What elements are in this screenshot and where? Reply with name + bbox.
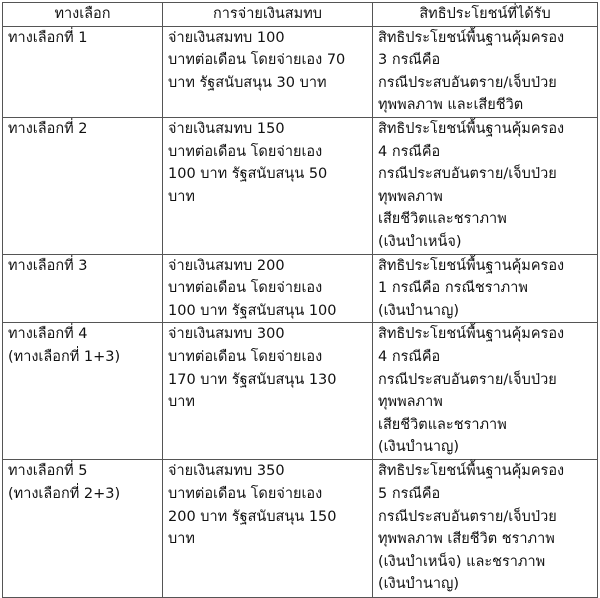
payment-cell [163, 323, 373, 460]
benefits-line: 5 กรณีคือ [378, 485, 441, 502]
option-cell [3, 323, 163, 460]
benefits-line: (เงินบำนาญ) [378, 439, 460, 456]
benefits-line: ทุพพลภาพ [378, 188, 443, 205]
option-line: ทางเลือกที่ 4 [8, 326, 88, 343]
payment-line: จ่ายเงินสมทบ 150 [168, 120, 285, 137]
header-row [3, 3, 598, 27]
option-line: ทางเลือกที่ 3 [8, 257, 88, 274]
benefits-line: กรณีประสบอันตราย/เจ็บป่วย [378, 74, 557, 91]
payment-line: 170 บาท รัฐสนับสนุน 130 [168, 371, 337, 388]
payment-line: บาทต่อเดือน โดยจ่ายเอง [168, 143, 323, 160]
benefits-line: กรณีประสบอันตราย/เจ็บป่วย [378, 166, 557, 183]
payment-line: บาทต่อเดือน โดยจ่ายเอง [168, 485, 323, 502]
benefits-cell [373, 117, 598, 254]
benefits-cell [373, 323, 598, 460]
benefits-line: 1 กรณีคือ กรณีชราภาพ [378, 280, 528, 297]
benefits-line: กรณีประสบอันตราย/เจ็บป่วย [378, 508, 557, 525]
payment-line: บาท [168, 188, 195, 205]
payment-line: บาท รัฐสนับสนุน 30 บาท [168, 74, 327, 91]
benefits-line: สิทธิประโยชน์พื้นฐานคุ้มครอง [378, 29, 565, 46]
payment-line: 200 บาท รัฐสนับสนุน 150 [168, 508, 337, 525]
table-row [3, 460, 598, 598]
payment-line: 100 บาท รัฐสนับสนุน 50 [168, 166, 328, 183]
benefits-line: สิทธิประโยชน์พื้นฐานคุ้มครอง [378, 463, 565, 480]
benefits-line: (เงินบำนาญ) [378, 302, 460, 319]
payment-line: บาทต่อเดือน โดยจ่ายเอง 70 [168, 52, 346, 69]
payment-line: บาทต่อเดือน โดยจ่ายเอง [168, 280, 323, 297]
benefits-line: ทุพพลภาพ และเสียชีวิต [378, 97, 524, 114]
benefits-line: เสียชีวิตและชราภาพ [378, 211, 507, 228]
payment-line: จ่ายเงินสมทบ 200 [168, 257, 285, 274]
option-line: (ทางเลือกที่ 1+3) [8, 348, 121, 365]
benefits-line: สิทธิประโยชน์พื้นฐานคุ้มครอง [378, 120, 565, 137]
option-line: ทางเลือกที่ 2 [8, 120, 88, 137]
option-line: ทางเลือกที่ 5 [8, 463, 88, 480]
payment-cell [163, 117, 373, 254]
benefits-line: (เงินบำนาญ) [378, 576, 460, 593]
option-cell [3, 460, 163, 598]
header-benefits: สิทธิประโยชน์ที่ได้รับ [373, 3, 598, 27]
payment-cell [163, 26, 373, 117]
payment-line: จ่ายเงินสมทบ 300 [168, 326, 285, 343]
payment-line: บาท [168, 531, 195, 548]
benefits-line: 4 กรณีคือ [378, 348, 441, 365]
payment-cell [163, 254, 373, 323]
benefits-cell [373, 460, 598, 598]
benefits-line: สิทธิประโยชน์พื้นฐานคุ้มครอง [378, 326, 565, 343]
social-security-options-table [2, 2, 598, 598]
benefits-cell [373, 26, 598, 117]
benefits-cell [373, 254, 598, 323]
option-line: ทางเลือกที่ 1 [8, 29, 88, 46]
header-option: ทางเลือก [3, 3, 163, 27]
benefits-line: (เงินบำเหน็จ) และชราภาพ [378, 553, 546, 570]
benefits-line: ทุพพลภาพ [378, 394, 443, 411]
benefits-line: ทุพพลภาพ เสียชีวิต ชราภาพ [378, 531, 555, 548]
payment-line: บาท [168, 394, 195, 411]
option-line: (ทางเลือกที่ 2+3) [8, 485, 121, 502]
header-payment: การจ่ายเงินสมทบ [163, 3, 373, 27]
table-row [3, 323, 598, 460]
table-row [3, 117, 598, 254]
benefits-line: สิทธิประโยชน์พื้นฐานคุ้มครอง [378, 257, 565, 274]
option-cell [3, 26, 163, 117]
payment-line: 100 บาท รัฐสนับสนุน 100 [168, 302, 337, 319]
payment-line: จ่ายเงินสมทบ 350 [168, 463, 285, 480]
option-cell [3, 117, 163, 254]
payment-line: จ่ายเงินสมทบ 100 [168, 29, 285, 46]
benefits-line: 3 กรณีคือ [378, 52, 441, 69]
benefits-line: (เงินบำเหน็จ) [378, 233, 462, 250]
benefits-line: กรณีประสบอันตราย/เจ็บป่วย [378, 371, 557, 388]
table-row [3, 254, 598, 323]
table-row [3, 26, 598, 117]
payment-line: บาทต่อเดือน โดยจ่ายเอง [168, 348, 323, 365]
payment-cell [163, 460, 373, 598]
option-cell [3, 254, 163, 323]
benefits-line: 4 กรณีคือ [378, 143, 441, 160]
benefits-line: เสียชีวิตและชราภาพ [378, 416, 507, 433]
